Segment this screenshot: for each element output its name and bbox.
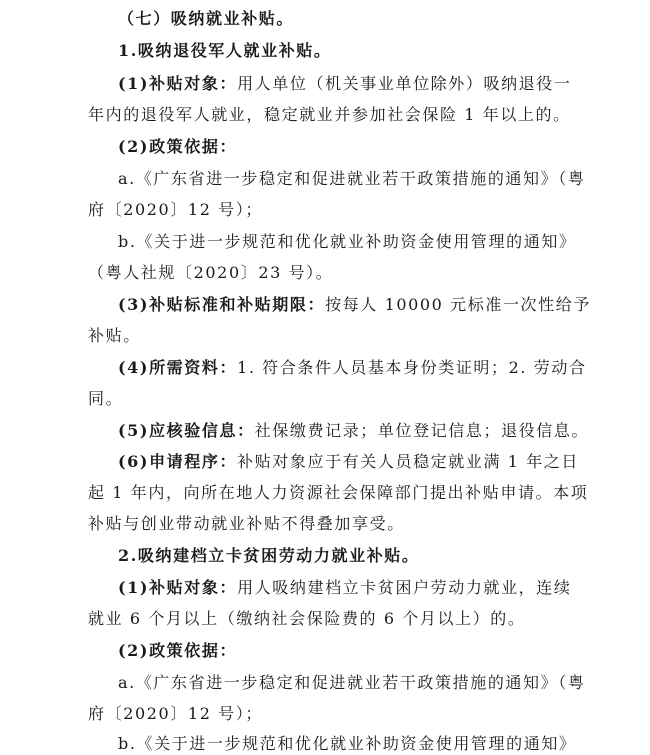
item2-target-text-2: 就业 6 个月以上（缴纳社会保险费的 6 个月以上）的。 [88,609,526,628]
item1-basis-a-1: a.《广东省进一步稳定和促进就业若干政策措施的通知》（粤 [118,169,586,188]
section-heading: （七）吸纳就业补贴。 [118,9,295,28]
item1-procedure-label: (6)申请程序： [118,452,238,471]
item1-standard-text-1: 按每人 10000 元标准一次性给予 [325,295,591,314]
item1-standard-label: (3)补贴标准和补贴期限： [118,295,326,314]
item1-standard-paragraph [118,294,591,316]
item1-verify-text: 社保缴费记录；单位登记信息；退役信息。 [254,421,590,440]
item1-basis-label: (2)政策依据： [118,137,238,156]
item2-basis-a-2: 府〔2020〕12 号）； [88,704,263,723]
item2-target-label: (1)补贴对象： [118,578,238,597]
item1-target-paragraph [118,73,571,95]
item1-verify-label: (5)应核验信息： [118,421,255,440]
item2-target-text-1: 用人吸纳建档立卡贫困户劳动力就业，连续 [237,578,572,597]
item1-procedure-text-3: 补贴与创业带动就业补贴不得叠加享受。 [88,514,405,533]
item2-title: 2.吸纳建档立卡贫困劳动力就业补贴。 [118,546,420,565]
item1-verify-paragraph [118,420,589,442]
item1-title: 1.吸纳退役军人就业补贴。 [118,41,332,60]
item1-materials-label: (4)所需资料： [118,358,238,377]
item1-target-text-1: 用人单位（机关事业单位除外）吸纳退役一 [237,74,572,93]
item1-materials-text-2: 同。 [88,389,124,408]
item1-materials-text-1: 1. 符合条件人员基本身份类证明；2. 劳动合 [237,358,587,377]
item1-procedure-text-1: 补贴对象应于有关人员稳定就业满 1 年之日 [237,452,580,471]
item1-procedure-paragraph [118,451,579,473]
item2-basis-a-1: a.《广东省进一步稳定和促进就业若干政策措施的通知》（粤 [118,673,586,692]
item1-materials-paragraph [118,357,587,379]
item1-target-label: (1)补贴对象： [118,74,238,93]
item2-target-paragraph [118,577,571,599]
item1-basis-a-2: 府〔2020〕12 号）； [88,200,263,219]
item1-target-text-2: 年内的退役军人就业，稳定就业并参加社会保险 1 年以上的。 [88,105,571,124]
item1-basis-b-1: b.《关于进一步规范和优化就业补助资金使用管理的通知》 [118,232,577,251]
item1-basis-b-2: （粤人社规〔2020〕23 号）。 [88,263,334,282]
item2-basis-label: (2)政策依据： [118,641,238,660]
item1-standard-text-2: 补贴。 [88,326,141,345]
item1-procedure-text-2: 起 1 年内，向所在地人力资源社会保障部门提出补贴申请。本项 [88,483,589,502]
item2-basis-b-1: b.《关于进一步规范和优化就业补助资金使用管理的通知》 [118,734,577,753]
